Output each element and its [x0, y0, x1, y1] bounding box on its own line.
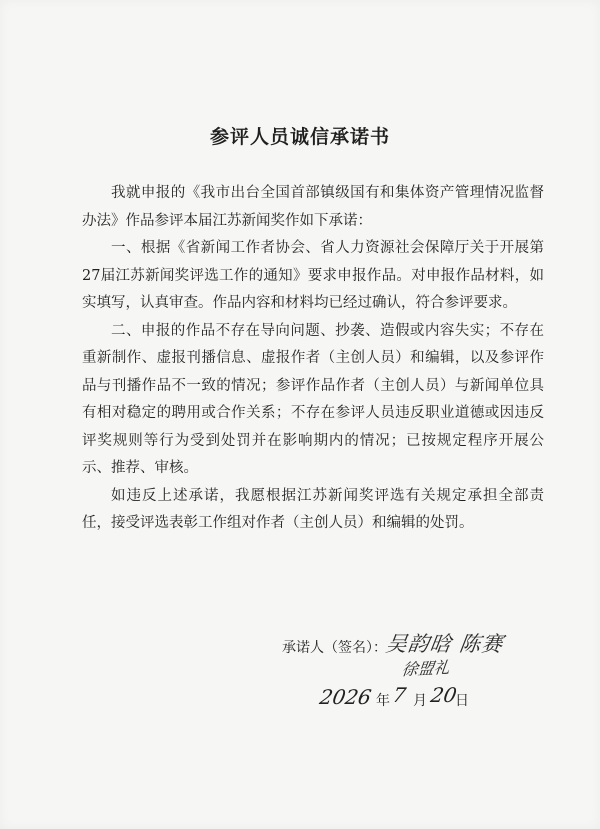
paragraph-closing: 如违反上述承诺，我愿根据江苏新闻奖评选有关规定承担全部责任，接受评选表彰工作组对作者（主创人员）和编辑的处罚。 [82, 487, 544, 531]
paragraph-one: 一、根据《省新闻工作者协会、省人力资源社会保障厅关于开展第27届江苏新闻奖评选工作的通知》要求申报作品。对申报作品材料，如实填写，认真审查。作品内容和材料均已经过确认，符合参评要求。 [82, 240, 544, 311]
handwritten-signature-2: 徐盟礼 [400, 657, 452, 680]
document-title: 参评人员诚信承诺书 [209, 126, 390, 148]
date-year-unit: 年 [376, 693, 390, 709]
paragraph-two: 二、申报的作品不存在导向问题、抄袭、造假或内容失实；不存在重新制作、虚报刊播信息、虚报作者（主创人员）和编辑，以及参评作品与刊播作品不一致的情况；参评作品作者（主创人员）与新闻单位具有相对稳定的聘用或合作关系；不存在参评人员违反职业道德或因违反评奖规则等行为受到处罚并在影响期内的情况；已按规定程序开展公示、推荐、审核。 [82, 322, 544, 476]
date-month-unit: 月 [413, 693, 427, 709]
handwritten-signature-1: 吴韵晗 陈赛 [384, 632, 506, 656]
date-year: 2026 [317, 685, 374, 709]
signature-label: 承诺人（签名）： [282, 640, 387, 656]
date-day-unit: 日 [455, 693, 469, 709]
document-body [82, 180, 544, 538]
date-day: 20 [428, 683, 459, 707]
paragraph-intro: 我就申报的《我市出台全国首部镇级国有和集体资产管理情况监督办法》作品参评本届江苏新闻奖作如下承诺： [82, 185, 544, 229]
date-month: 7 [390, 683, 408, 707]
